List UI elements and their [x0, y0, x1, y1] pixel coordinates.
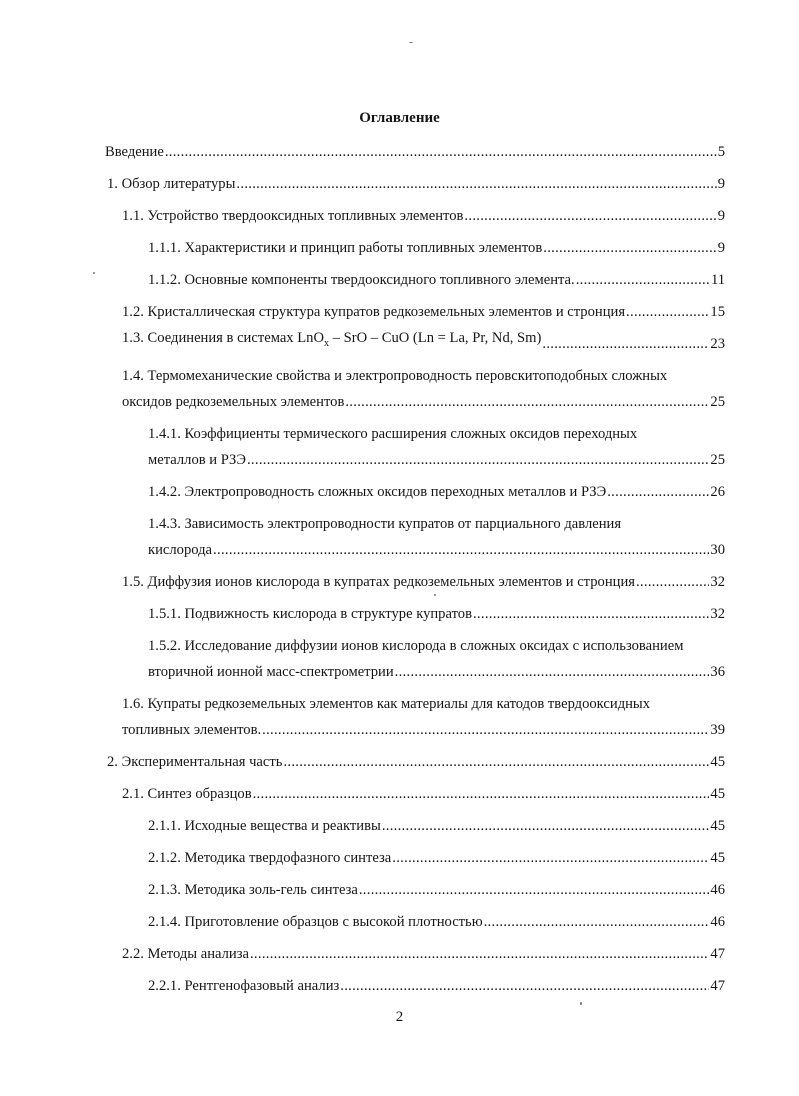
toc-entry-label: 2.2.1. Рентгенофазовый анализ [148, 978, 340, 994]
leader-dots [359, 881, 710, 899]
toc-entry-page: 30 [710, 542, 725, 558]
leader-dots [473, 605, 709, 623]
toc-entry-page: 26 [710, 484, 725, 500]
toc-entry-page: 5 [717, 144, 725, 160]
toc-entry-1-6-line1[interactable]: 1.6. Купраты редкоземельных элементов как материалы для катодов твердооксидных [122, 696, 651, 712]
toc-entry-2-1-1[interactable] [148, 817, 725, 835]
toc-entry-page: 9 [717, 240, 725, 256]
leader-dots [636, 573, 709, 591]
toc-entry-label: кислорода [148, 542, 213, 558]
toc-entry-page: 45 [710, 850, 725, 866]
toc-entry-label [122, 329, 541, 353]
toc-entry-1-5[interactable] [122, 573, 725, 591]
toc-entry-page: 25 [710, 452, 725, 468]
leader-dots [464, 207, 716, 225]
toc-entry-2-2[interactable] [122, 945, 725, 963]
toc-entry-label: 1.2. Кристаллическая структура купратов редкоземельных элементов и стронция [122, 304, 626, 320]
toc-entry-label: вторичной ионной масс-спектрометрии [148, 664, 394, 680]
toc-entry-label: оксидов редкоземельных элементов [122, 394, 345, 410]
toc-entry-1-5-1[interactable] [148, 605, 725, 623]
toc-entry-2[interactable] [107, 753, 725, 771]
toc-entry-label-pre: 1.3. Соединения в системах LnO [122, 330, 325, 347]
page-title: Оглавление [359, 110, 440, 126]
toc-entry-label: 1.4.2. Электропроводность сложных оксидов переходных металлов и РЗЭ [148, 484, 607, 500]
toc-entry-1-3[interactable] [122, 330, 725, 353]
toc-entry-label: Введение [105, 144, 164, 160]
toc-entry-page: 45 [710, 754, 725, 770]
leader-dots [607, 483, 709, 501]
toc-entry-1[interactable] [107, 175, 725, 193]
toc-entry-page: 15 [710, 304, 725, 320]
toc-entry-page: 36 [710, 664, 725, 680]
toc-entry-page: 47 [710, 978, 725, 994]
leader-dots [340, 977, 709, 995]
toc-entry-1-1-1[interactable] [148, 239, 725, 257]
toc-entry-page: 47 [710, 946, 725, 962]
toc-entry-2-1-2[interactable] [148, 849, 725, 867]
toc-entry-2-1[interactable] [122, 785, 725, 803]
leader-dots [236, 175, 716, 193]
leader-dots [484, 913, 710, 931]
toc-entry-label: 2.1.2. Методика твердофазного синтеза [148, 850, 392, 866]
toc-entry-page: 23 [710, 336, 725, 352]
toc-entry-1-4[interactable] [122, 393, 725, 411]
toc-entry-label: металлов и РЗЭ [148, 452, 246, 468]
toc-entry-page: 11 [710, 272, 725, 288]
leader-dots [543, 239, 716, 257]
toc-entry-label: 1.1.1. Характеристики и принцип работы топливных элементов [148, 240, 543, 256]
scan-speck [580, 1002, 582, 1005]
toc-entry-label: 1.5. Диффузия ионов кислорода в купратах редкоземельных элементов и стронция [122, 574, 635, 590]
toc-entry-1-4-3-line1[interactable]: 1.4.3. Зависимость электропроводности купратов от парциального давления [148, 516, 622, 532]
leader-dots [250, 945, 709, 963]
toc-entry-1-4-line1[interactable]: 1.4. Термомеханические свойства и электропроводность перовскитоподобных сложных [122, 368, 668, 384]
toc-entry-1-4-1[interactable] [148, 451, 725, 469]
scan-speck [93, 272, 95, 274]
leader-dots [213, 541, 709, 559]
toc-entry-label: 1.1.2. Основные компоненты твердооксидного топливного элемента. [148, 272, 575, 288]
toc-entry-page: 45 [710, 818, 725, 834]
toc-entry-1-5-2-line1[interactable]: 1.5.2. Исследование диффузии ионов кислорода в сложных оксидах с использованием [148, 638, 684, 654]
leader-dots [247, 451, 709, 469]
leader-dots [382, 817, 710, 835]
toc-entry-page: 45 [710, 786, 725, 802]
toc-entry-page: 32 [710, 574, 725, 590]
toc-entry-label: 1.1. Устройство твердооксидных топливных элементов [122, 208, 464, 224]
toc-entry-page: 32 [710, 606, 725, 622]
toc-entry-1-4-2[interactable] [148, 483, 725, 501]
leader-dots [395, 663, 710, 681]
leader-dots [576, 271, 710, 289]
toc-entry-1-5-2[interactable] [148, 663, 725, 681]
leader-dots [392, 849, 709, 867]
toc-entry-label: 2. Экспериментальная часть [107, 754, 283, 770]
toc-entry-label: 1. Обзор литературы [107, 176, 236, 192]
toc-entry-page: 46 [710, 914, 725, 930]
toc-entry-label-post: – SrO – CuO (Ln = La, Pr, Nd, Sm) [329, 330, 542, 347]
leader-dots [165, 143, 717, 161]
toc-entry-1-1-2[interactable] [148, 271, 725, 289]
toc-entry-2-2-1[interactable] [148, 977, 725, 995]
toc-entry-1-6[interactable] [122, 721, 725, 739]
toc-entry-label: 2.1.4. Приготовление образцов с высокой плотностью [148, 914, 483, 930]
toc-entry-page: 9 [717, 176, 725, 192]
toc-entry-1-2[interactable] [122, 303, 725, 321]
toc-entry-label: 2.2. Методы анализа [122, 946, 249, 962]
leader-dots [542, 335, 709, 353]
page-number: 2 [395, 1009, 404, 1025]
toc-entry-1-4-3[interactable] [148, 541, 725, 559]
toc-entry-label: 2.1.1. Исходные вещества и реактивы [148, 818, 381, 834]
toc-entry-page: 9 [717, 208, 725, 224]
toc-entry-label: 1.5.1. Подвижность кислорода в структуре купратов [148, 606, 472, 622]
leader-dots [283, 753, 709, 771]
toc-entry-page: 25 [710, 394, 725, 410]
scan-speck [409, 42, 413, 43]
toc-entry-2-1-3[interactable] [148, 881, 725, 899]
leader-dots [626, 303, 709, 321]
toc-entry-1-4-1-line1[interactable]: 1.4.1. Коэффициенты термического расширения сложных оксидов переходных [148, 426, 638, 442]
toc-entry-introduction[interactable] [105, 143, 725, 161]
toc-entry-label: топливных элементов. [122, 722, 262, 738]
toc-entry-1-1[interactable] [122, 207, 725, 225]
toc-entry-page: 39 [710, 722, 725, 738]
toc-entry-2-1-4[interactable] [148, 913, 725, 931]
leader-dots [253, 785, 710, 803]
leader-dots [262, 721, 709, 739]
subscript-x: x [324, 338, 330, 349]
leader-dots [345, 393, 709, 411]
toc-entry-label: 2.1. Синтез образцов [122, 786, 252, 802]
scan-speck [434, 594, 436, 596]
toc-entry-page: 46 [710, 882, 725, 898]
toc-entry-label: 2.1.3. Методика золь-гель синтеза [148, 882, 358, 898]
